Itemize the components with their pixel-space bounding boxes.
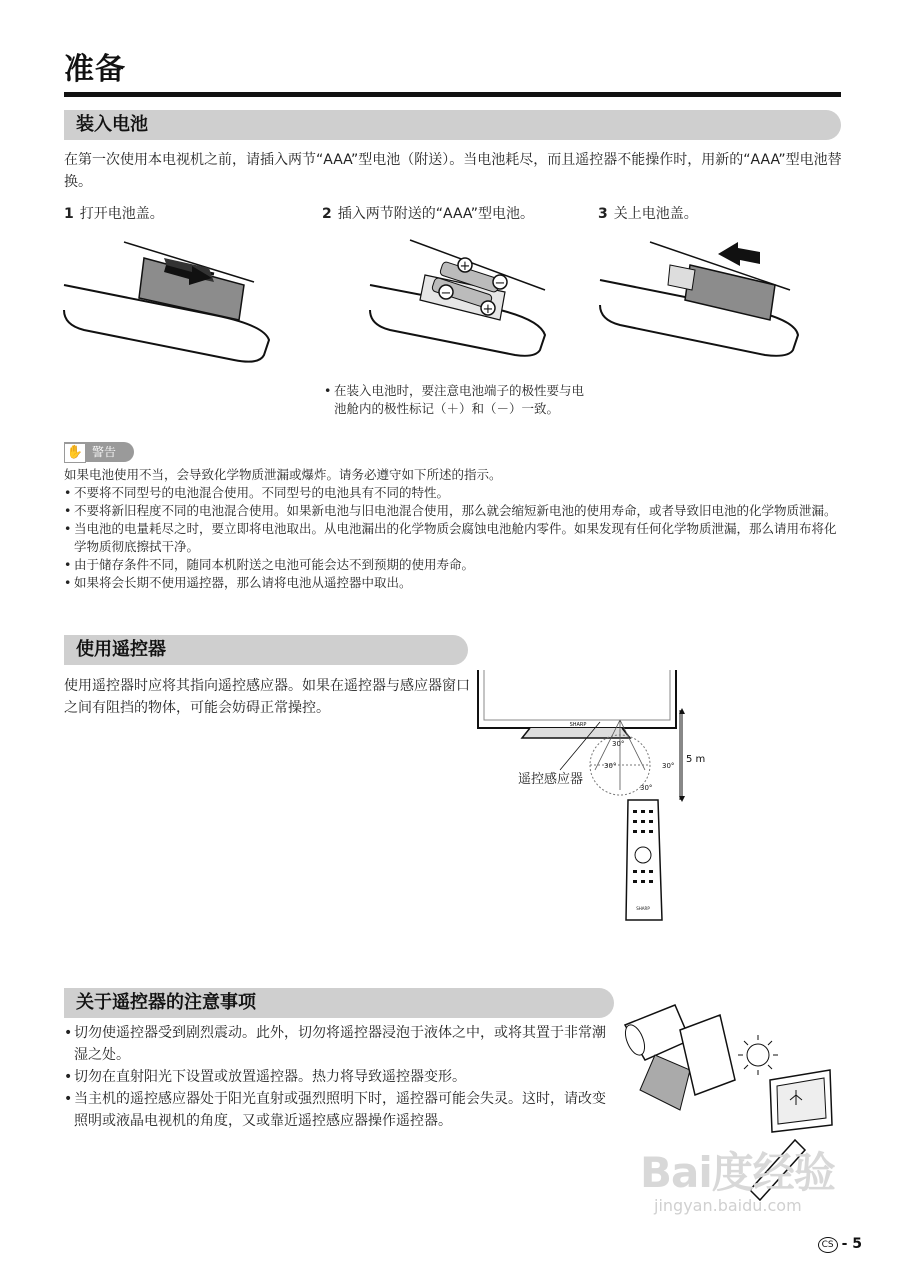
warning-block <box>64 466 844 592</box>
plus-polarity-icon <box>481 301 495 317</box>
warning-badge <box>64 442 134 462</box>
minus-polarity-icon <box>439 285 453 301</box>
close-cover-illustration <box>600 230 810 370</box>
title-rule <box>64 92 841 97</box>
step-text: 插入两节附送的“AAA”型电池。 <box>337 206 535 222</box>
minus-symbol: − <box>440 286 452 301</box>
step-number: 3 <box>598 206 608 222</box>
remote-brand: SHARP <box>636 906 650 911</box>
plus-symbol: + <box>459 259 471 274</box>
warning-hand-icon: ✋ <box>64 443 86 463</box>
caution-item: • 切勿在直射阳光下设置或放置遥控器。热力将导致遥控器变形。 <box>64 1066 616 1088</box>
caution-item: • 切勿使遥控器受到剧烈震动。此外，切勿将遥控器浸泡于液体之中，或将其置于非常潮湿之处。 <box>64 1022 616 1066</box>
sun-icon <box>738 1035 778 1075</box>
plus-symbol: + <box>482 302 494 317</box>
page-number-value: 5 <box>852 1236 862 1252</box>
remote-control-icon <box>626 800 662 920</box>
plus-polarity-icon <box>458 258 472 274</box>
caution-item: • 当主机的遥控感应器处于阳光直射或强烈照明下时，遥控器可能会失灵。这时，请改变照明或液晶电视机的角度，又或靠近遥控感应器操作遥控器。 <box>64 1088 616 1132</box>
angle-label: 30° <box>662 762 675 770</box>
cs-mark-icon: CS <box>818 1237 838 1253</box>
step-1 <box>64 203 164 223</box>
step-text: 打开电池盖。 <box>79 206 164 222</box>
watermark-url: jingyan.baidu.com <box>654 1196 802 1215</box>
page-separator: - <box>841 1236 848 1252</box>
polarity-note <box>324 382 584 418</box>
warning-item: • 由于储存条件不同，随同本机附送之电池可能会达不到预期的使用寿命。 <box>64 556 844 574</box>
sensor-label: 遥控感应器 <box>518 772 584 787</box>
distance-label: 5 m <box>686 754 706 765</box>
watermark: Bai度经验 <box>640 1148 835 1197</box>
polarity-note-text: • 在装入电池时，要注意电池端子的极性要与电池舱内的极性标记（＋）和（－）一致。 <box>324 382 584 418</box>
step-text: 关上电池盖。 <box>613 206 698 222</box>
warning-item: • 当电池的电量耗尽之时，要立即将电池取出。从电池漏出的化学物质会腐蚀电池舱内零件。如果发现有任何化学物质泄漏，那么请用布将化学物质彻底擦拭干净。 <box>64 520 844 556</box>
open-cover-illustration <box>64 230 284 370</box>
angle-label: 30° <box>612 740 625 748</box>
warning-lead: 如果电池使用不当，会导致化学物质泄漏或爆炸。请务必遵守如下所述的指示。 <box>64 467 502 482</box>
angle-label: 30° <box>604 762 617 770</box>
minus-polarity-icon <box>493 275 507 291</box>
cautions-block <box>64 1022 616 1132</box>
remote-use-text: 使用遥控器时应将其指向遥控感应器。如果在遥控器与感应器窗口之间有阻挡的物体，可能会妨碍正常操控。 <box>64 678 470 716</box>
warning-list <box>64 484 844 592</box>
step-3 <box>598 203 698 223</box>
insert-batteries-illustration <box>370 230 560 370</box>
warning-item: • 不要将新旧程度不同的电池混合使用。如果新电池与旧电池混合使用，那么就会缩短新电池的使用寿命，或者导致旧电池的化学物质泄漏。 <box>64 502 844 520</box>
cautions-list <box>64 1022 616 1132</box>
section-heading-battery: 装入电池 <box>64 110 841 140</box>
warning-label: 警告 <box>92 445 117 459</box>
section-heading-remote-use: 使用遥控器 <box>64 635 468 665</box>
warning-item: • 不要将不同型号的电池混合使用。不同型号的电池具有不同的特性。 <box>64 484 844 502</box>
section-heading-cautions: 关于遥控器的注意事项 <box>64 988 614 1018</box>
minus-symbol: − <box>494 276 506 291</box>
page-title: 准备 <box>64 52 126 87</box>
angle-label: 30° <box>640 784 653 792</box>
page-number <box>818 1236 862 1253</box>
liquid-spill-icon <box>622 1005 735 1110</box>
warning-item: • 如果将会长期不使用遥控器，那么请将电池从遥控器中取出。 <box>64 574 844 592</box>
step-2 <box>322 203 534 223</box>
step-number: 2 <box>322 206 332 222</box>
battery-intro: 在第一次使用本电视机之前，请插入两节“AAA”型电池（附送）。当电池耗尽，而且遥控器不能操作时，用新的“AAA”型电池替换。 <box>64 152 842 190</box>
step-number: 1 <box>64 206 74 222</box>
tv-brand: SHARP <box>569 722 587 728</box>
remote-range-diagram <box>470 670 720 930</box>
tv-in-sunlight-icon <box>770 1070 832 1132</box>
